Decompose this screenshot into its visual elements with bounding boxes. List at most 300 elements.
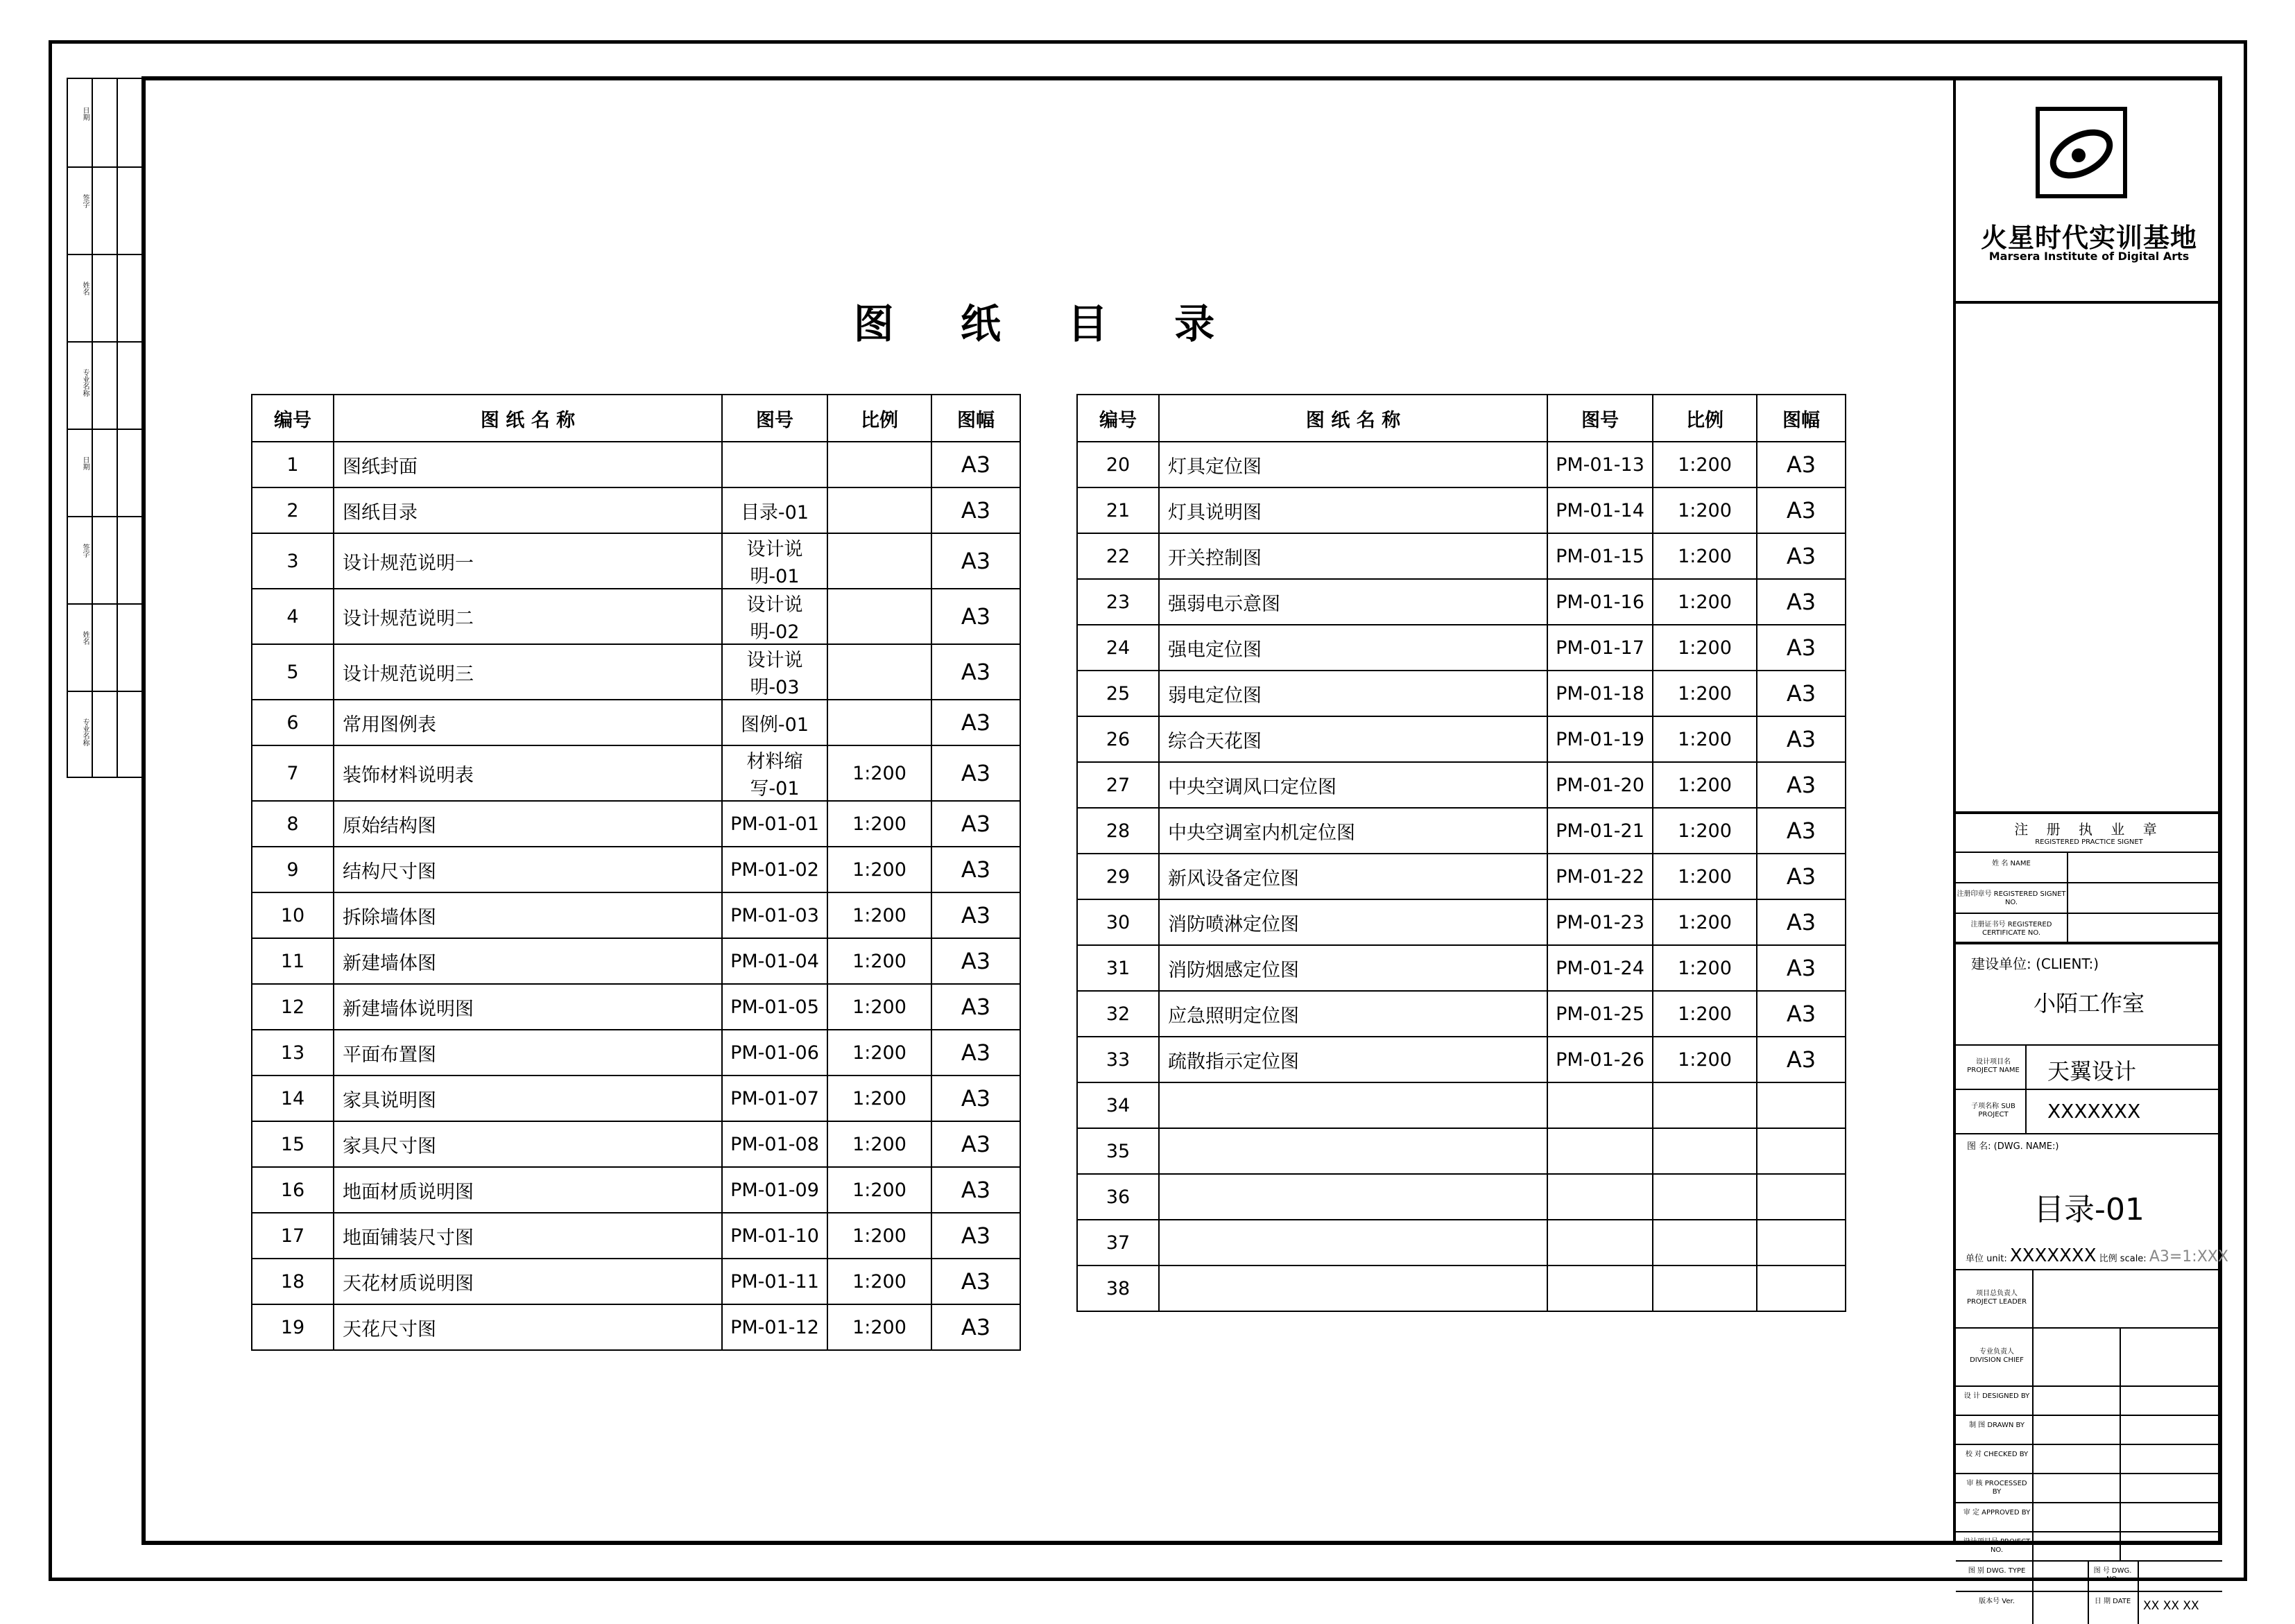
- table-row: [252, 1076, 1020, 1121]
- sheet-size: A3: [931, 745, 1020, 801]
- drawing-code: PM-01-07: [722, 1076, 827, 1121]
- drawing-code: 设计说明-03: [722, 644, 827, 700]
- scale-value: A3=1:XXX: [2149, 1248, 2228, 1265]
- sheet-size: A3: [1757, 487, 1846, 533]
- stamp-row-label: 姓 名 NAME: [1992, 860, 2031, 867]
- drawing-name: 设计规范说明二: [334, 589, 722, 644]
- row-number: 32: [1077, 991, 1159, 1037]
- leader-label: 项目总负责人 PROJECT LEADER: [1966, 1290, 2027, 1306]
- row-number: 25: [1077, 671, 1159, 716]
- header-scale: 比例: [827, 395, 931, 442]
- sub-project-label: 子项名称 SUB PROJECT: [1971, 1103, 2015, 1118]
- type-label: 图 别 DWG. TYPE: [1968, 1567, 2026, 1575]
- stamp-row-label: 注册证书号 REGISTERED CERTIFICATE NO.: [1970, 921, 2052, 937]
- drawing-code: PM-01-10: [722, 1213, 827, 1259]
- strip-divider: [92, 79, 93, 777]
- drawing-name: 灯具说明图: [1159, 487, 1547, 533]
- company-name-cn: 火星时代实训基地: [1980, 223, 2197, 253]
- sheet-size: A3: [1757, 533, 1846, 579]
- drawing-scale: 1:200: [1653, 899, 1757, 945]
- drawing-code: PM-01-08: [722, 1121, 827, 1167]
- drawing-name: 开关控制图: [1159, 533, 1547, 579]
- drawing-scale: [827, 487, 931, 533]
- drawing-scale: 1:200: [827, 984, 931, 1030]
- drawing-scale: 1:200: [1653, 533, 1757, 579]
- no-label: 图 号 DWG. NO.: [2093, 1567, 2132, 1583]
- drawing-scale: 1:200: [1653, 625, 1757, 671]
- drawing-name: 地面铺装尺寸图: [334, 1213, 722, 1259]
- signature-row: [1956, 1532, 2222, 1562]
- drawing-code: PM-01-09: [722, 1167, 827, 1213]
- cell-divider: [2067, 883, 2068, 913]
- drawing-code: [1547, 1128, 1653, 1174]
- cell-divider: [2025, 1046, 2027, 1089]
- sheet-size: A3: [931, 801, 1020, 847]
- sub-project-name: XXXXXXX: [2047, 1100, 2141, 1123]
- table-header-row: [1077, 395, 1846, 442]
- page-title: 图 纸 目 录: [853, 300, 1241, 347]
- drawing-name: 疏散指示定位图: [1159, 1037, 1547, 1082]
- table-row: [252, 700, 1020, 745]
- drawing-name: [1159, 1128, 1547, 1174]
- cell-divider: [2120, 1445, 2121, 1473]
- signature-row-label: 审 定 APPROVED BY: [1963, 1509, 2031, 1517]
- drawing-code: PM-01-01: [722, 801, 827, 847]
- sheet-size: A3: [931, 938, 1020, 984]
- table-row: [252, 442, 1020, 487]
- drawing-code: 设计说明-02: [722, 589, 827, 644]
- drawing-code: PM-01-23: [1547, 899, 1653, 945]
- cell-divider: [2032, 1329, 2034, 1385]
- sheet-size: A3: [931, 1076, 1020, 1121]
- signature-row-label: 设 计 DESIGNED BY: [1963, 1392, 2030, 1400]
- drawing-code: PM-01-19: [1547, 716, 1653, 762]
- cell-divider: [2120, 1416, 2121, 1444]
- drawing-code: PM-01-12: [722, 1304, 827, 1350]
- dwg-name-cell: [1956, 1134, 2228, 1270]
- drawing-code: PM-01-20: [1547, 762, 1653, 808]
- row-number: 30: [1077, 899, 1159, 945]
- chief-cell: [1956, 1329, 2222, 1387]
- sheet-size: A3: [1757, 899, 1846, 945]
- sheet-size: A3: [1757, 762, 1846, 808]
- row-number: 6: [252, 700, 334, 745]
- strip-label: 签字: [81, 194, 89, 208]
- drawing-scale: 1:200: [827, 1213, 931, 1259]
- cell-divider: [2032, 1387, 2034, 1415]
- header-name: 图 纸 名 称: [334, 395, 722, 442]
- table-row: [252, 1304, 1020, 1350]
- drawing-code: PM-01-17: [1547, 625, 1653, 671]
- drawing-name: 中央空调风口定位图: [1159, 762, 1547, 808]
- ver-date-row: [1956, 1592, 2222, 1624]
- row-number: 1: [252, 442, 334, 487]
- cell-divider: [2067, 853, 2068, 882]
- table-row: [252, 1213, 1020, 1259]
- drawing-code: PM-01-24: [1547, 945, 1653, 991]
- drawing-name: [1159, 1220, 1547, 1265]
- table-row: [252, 847, 1020, 892]
- swirl-icon: [2040, 111, 2123, 194]
- drawing-scale: 1:200: [827, 847, 931, 892]
- drawing-name: [1159, 1265, 1547, 1311]
- type-no-row: [1956, 1562, 2222, 1592]
- project-cell: [1956, 1046, 2222, 1090]
- cell-divider: [2120, 1532, 2121, 1560]
- drawing-scale: [827, 589, 931, 644]
- stamp-title-cell: [1956, 814, 2222, 853]
- sheet-size: A3: [1757, 1037, 1846, 1082]
- strip-divider: [68, 429, 141, 430]
- row-number: 14: [252, 1076, 334, 1121]
- table-row: [1077, 854, 1846, 899]
- strip-divider: [68, 166, 141, 168]
- unit-value: XXXXXXX: [2009, 1245, 2097, 1266]
- strip-divider: [68, 341, 141, 343]
- drawing-name: 新风设备定位图: [1159, 854, 1547, 899]
- drawing-name: 结构尺寸图: [334, 847, 722, 892]
- cell-divider: [2138, 1592, 2139, 1624]
- table-header-row: [252, 395, 1020, 442]
- drawing-code: PM-01-06: [722, 1030, 827, 1076]
- row-number: 2: [252, 487, 334, 533]
- sheet-size: A3: [1757, 854, 1846, 899]
- signature-row: [1956, 1445, 2222, 1474]
- sub-project-cell: [1956, 1090, 2222, 1134]
- sheet-size: A3: [931, 1213, 1020, 1259]
- sheet-size: [1757, 1265, 1846, 1311]
- table-row: [252, 892, 1020, 938]
- table-row: [252, 1030, 1020, 1076]
- cell-divider: [2120, 1329, 2121, 1385]
- strip-divider: [68, 516, 141, 517]
- drawing-name: 常用图例表: [334, 700, 722, 745]
- table-row: [1077, 533, 1846, 579]
- drawing-code: 材料缩写-01: [722, 745, 827, 801]
- signature-row: [1956, 1416, 2222, 1445]
- row-number: 27: [1077, 762, 1159, 808]
- sheet-size: [1757, 1174, 1846, 1220]
- row-number: 19: [252, 1304, 334, 1350]
- row-number: 12: [252, 984, 334, 1030]
- cell-divider: [2025, 1090, 2027, 1133]
- drawing-name: 原始结构图: [334, 801, 722, 847]
- unit-scale-line: [1966, 1245, 2228, 1266]
- drawing-scale: 1:200: [1653, 945, 1757, 991]
- drawing-code: [722, 442, 827, 487]
- drawing-name: 图纸目录: [334, 487, 722, 533]
- drawing-scale: 1:200: [1653, 487, 1757, 533]
- drawing-code: PM-01-03: [722, 892, 827, 938]
- dwg-name: 目录-01: [2034, 1192, 2144, 1227]
- cell-divider: [2120, 1474, 2121, 1502]
- client-label: 建设单位: (CLIENT:): [1971, 956, 2099, 972]
- strip-label: 签字: [81, 544, 89, 558]
- row-number: 20: [1077, 442, 1159, 487]
- drawing-code: PM-01-14: [1547, 487, 1653, 533]
- drawing-name: 新建墙体说明图: [334, 984, 722, 1030]
- drawing-code: PM-01-18: [1547, 671, 1653, 716]
- cell-divider: [2088, 1592, 2089, 1624]
- table-row: [1077, 716, 1846, 762]
- row-number: 8: [252, 801, 334, 847]
- cell-divider: [2032, 1416, 2034, 1444]
- header-size: 图幅: [931, 395, 1020, 442]
- row-number: 28: [1077, 808, 1159, 854]
- drawing-code: [1547, 1082, 1653, 1128]
- drawing-scale: 1:200: [827, 892, 931, 938]
- row-number: 3: [252, 533, 334, 589]
- drawing-scale: [827, 644, 931, 700]
- drawing-name: [1159, 1082, 1547, 1128]
- sheet-size: A3: [931, 700, 1020, 745]
- row-number: 34: [1077, 1082, 1159, 1128]
- drawing-name: 家具说明图: [334, 1076, 722, 1121]
- table-row: [1077, 808, 1846, 854]
- drawing-scale: [1653, 1265, 1757, 1311]
- drawing-name: 应急照明定位图: [1159, 991, 1547, 1037]
- drawing-scale: 1:200: [827, 1304, 931, 1350]
- title-block: [1953, 78, 2228, 1613]
- row-number: 9: [252, 847, 334, 892]
- table-row: [252, 745, 1020, 801]
- table-row: [1077, 1082, 1846, 1128]
- cell-divider: [2088, 1562, 2089, 1591]
- drawing-code: PM-01-02: [722, 847, 827, 892]
- row-number: 36: [1077, 1174, 1159, 1220]
- drawing-scale: [827, 700, 931, 745]
- drawing-code: PM-01-25: [1547, 991, 1653, 1037]
- company-logo: [2036, 107, 2127, 198]
- drawing-scale: 1:200: [1653, 762, 1757, 808]
- drawing-name: 设计规范说明三: [334, 644, 722, 700]
- drawing-scale: [827, 442, 931, 487]
- signature-row-label: 审 核 PROCESSED BY: [1966, 1480, 2027, 1496]
- drawing-name: 新建墙体图: [334, 938, 722, 984]
- leader-cell: [1956, 1270, 2222, 1329]
- header-no: 编号: [252, 395, 334, 442]
- stamp-row-label: 注册印章号 REGISTERED SIGNET NO.: [1957, 890, 2066, 906]
- strip-label: 日期: [81, 456, 89, 470]
- drawing-name: 平面布置图: [334, 1030, 722, 1076]
- strip-divider: [68, 254, 141, 255]
- ver-label: 版本号 Ver.: [1979, 1598, 2015, 1605]
- unit-label: 单位 unit:: [1966, 1254, 2007, 1264]
- cell-divider: [2120, 1503, 2121, 1531]
- signature-row-label: 校 对 CHECKED BY: [1965, 1451, 2029, 1458]
- sheet-size: A3: [931, 892, 1020, 938]
- table-row: [252, 1167, 1020, 1213]
- cell-divider: [2032, 1270, 2034, 1327]
- drawing-scale: 1:200: [827, 1167, 931, 1213]
- client-name: 小陌工作室: [2033, 990, 2144, 1017]
- drawing-name: 中央空调室内机定位图: [1159, 808, 1547, 854]
- table-row: [1077, 579, 1846, 625]
- row-number: 38: [1077, 1265, 1159, 1311]
- table-row: [1077, 945, 1846, 991]
- row-number: 33: [1077, 1037, 1159, 1082]
- cell-divider: [2032, 1592, 2034, 1624]
- table-row: [1077, 442, 1846, 487]
- table-row: [1077, 487, 1846, 533]
- strip-divider: [68, 603, 141, 605]
- drawing-scale: [827, 533, 931, 589]
- blank-signet-area: [1956, 304, 2222, 814]
- drawing-scale: 1:200: [1653, 854, 1757, 899]
- row-number: 7: [252, 745, 334, 801]
- row-number: 24: [1077, 625, 1159, 671]
- sheet-size: A3: [1757, 625, 1846, 671]
- left-approval-strip: [67, 78, 141, 778]
- drawing-scale: 1:200: [1653, 442, 1757, 487]
- sheet-size: A3: [931, 644, 1020, 700]
- sheet-size: A3: [1757, 671, 1846, 716]
- row-number: 31: [1077, 945, 1159, 991]
- stamp-row: [1956, 883, 2222, 914]
- cell-divider: [2032, 1474, 2034, 1502]
- strip-divider: [117, 79, 118, 777]
- drawing-scale: 1:200: [1653, 808, 1757, 854]
- table-row: [1077, 1128, 1846, 1174]
- signature-row-label: 制 图 DRAWN BY: [1969, 1422, 2025, 1429]
- row-number: 22: [1077, 533, 1159, 579]
- table-row: [252, 801, 1020, 847]
- table-row: [1077, 1220, 1846, 1265]
- sheet-size: A3: [931, 847, 1020, 892]
- drawing-code: PM-01-04: [722, 938, 827, 984]
- table-row: [1077, 671, 1846, 716]
- drawing-name: 装饰材料说明表: [334, 745, 722, 801]
- cell-divider: [2138, 1562, 2139, 1591]
- project-label: 设计项目名 PROJECT NAME: [1967, 1058, 2020, 1074]
- cell-divider: [2032, 1445, 2034, 1473]
- header-name: 图 纸 名 称: [1159, 395, 1547, 442]
- drawing-scale: 1:200: [1653, 579, 1757, 625]
- table-row: [1077, 1037, 1846, 1082]
- sheet-size: A3: [931, 1030, 1020, 1076]
- drawing-name: 强弱电示意图: [1159, 579, 1547, 625]
- drawing-scale: 1:200: [1653, 991, 1757, 1037]
- header-code: 图号: [722, 395, 827, 442]
- row-number: 16: [252, 1167, 334, 1213]
- drawing-code: PM-01-05: [722, 984, 827, 1030]
- drawing-name: 强电定位图: [1159, 625, 1547, 671]
- table-row: [252, 938, 1020, 984]
- row-number: 4: [252, 589, 334, 644]
- table-row: [1077, 1265, 1846, 1311]
- drawing-code: [1547, 1265, 1653, 1311]
- sheet-size: A3: [931, 442, 1020, 487]
- sheet-size: A3: [931, 1121, 1020, 1167]
- strip-label: 日期: [81, 107, 89, 121]
- drawing-code: 目录-01: [722, 487, 827, 533]
- table-row: [252, 984, 1020, 1030]
- drawing-scale: 1:200: [1653, 671, 1757, 716]
- table-row: [252, 1121, 1020, 1167]
- row-number: 23: [1077, 579, 1159, 625]
- drawing-name: 图纸封面: [334, 442, 722, 487]
- sheet-size: A3: [1757, 716, 1846, 762]
- drawing-scale: [1653, 1128, 1757, 1174]
- row-number: 37: [1077, 1220, 1159, 1265]
- sheet-size: A3: [931, 487, 1020, 533]
- strip-divider: [68, 691, 141, 692]
- drawing-name: 天花尺寸图: [334, 1304, 722, 1350]
- row-number: 15: [252, 1121, 334, 1167]
- sheet-size: A3: [931, 1304, 1020, 1350]
- drawing-scale: [1653, 1174, 1757, 1220]
- sheet-size: A3: [931, 533, 1020, 589]
- drawing-code: PM-01-11: [722, 1259, 827, 1304]
- cell-divider: [2067, 914, 2068, 942]
- table-row: [252, 589, 1020, 644]
- signature-row-label: 设计项目号 PROJECT NO.: [1963, 1538, 2031, 1554]
- sheet-size: A3: [1757, 991, 1846, 1037]
- drawing-name: 拆除墙体图: [334, 892, 722, 938]
- strip-label: 专业名称: [81, 718, 89, 746]
- drawing-name: 天花材质说明图: [334, 1259, 722, 1304]
- drawing-list-table-left: [251, 394, 1021, 1351]
- sheet-size: A3: [931, 984, 1020, 1030]
- drawing-code: 图例-01: [722, 700, 827, 745]
- stamp-title: 注 册 执 业 章: [2014, 821, 2164, 838]
- chief-label: 专业负责人 DIVISION CHIEF: [1970, 1348, 2024, 1364]
- drawing-scale: 1:200: [827, 1259, 931, 1304]
- table-row: [1077, 899, 1846, 945]
- row-number: 11: [252, 938, 334, 984]
- sheet-size: [1757, 1128, 1846, 1174]
- drawing-code: [1547, 1174, 1653, 1220]
- table-row: [252, 533, 1020, 589]
- drawing-code: PM-01-21: [1547, 808, 1653, 854]
- sheet-size: A3: [1757, 808, 1846, 854]
- drawing-code: PM-01-22: [1547, 854, 1653, 899]
- drawing-scale: 1:200: [1653, 716, 1757, 762]
- stamp-row: [1956, 914, 2222, 944]
- drawing-scale: 1:200: [827, 938, 931, 984]
- row-number: 13: [252, 1030, 334, 1076]
- drawing-name: [1159, 1174, 1547, 1220]
- stamp-row: [1956, 853, 2222, 883]
- drawing-scale: 1:200: [827, 801, 931, 847]
- table-row: [1077, 762, 1846, 808]
- signature-row: [1956, 1474, 2222, 1503]
- drawing-name: 灯具定位图: [1159, 442, 1547, 487]
- table-row: [1077, 991, 1846, 1037]
- company-name-en: Marsera Institute of Digital Arts: [1988, 250, 2190, 263]
- drawing-name: 综合天花图: [1159, 716, 1547, 762]
- header-no: 编号: [1077, 395, 1159, 442]
- sheet-size: [1757, 1082, 1846, 1128]
- cell-divider: [2032, 1562, 2034, 1591]
- cell-divider: [2032, 1503, 2034, 1531]
- drawing-list-table-right: [1076, 394, 1846, 1312]
- strip-label: 姓名: [81, 282, 89, 295]
- dwg-name-label: 图 名: (DWG. NAME:): [1967, 1141, 2059, 1152]
- drawing-scale: [1653, 1082, 1757, 1128]
- date-value: XX XX XX: [2143, 1599, 2199, 1613]
- cell-divider: [2032, 1532, 2034, 1560]
- row-number: 29: [1077, 854, 1159, 899]
- cell-divider: [2120, 1387, 2121, 1415]
- header-size: 图幅: [1757, 395, 1846, 442]
- sheet-size: [1757, 1220, 1846, 1265]
- drawing-scale: 1:200: [827, 1121, 931, 1167]
- client-cell: [1956, 944, 2222, 1046]
- drawing-scale: [1653, 1220, 1757, 1265]
- sheet-size: A3: [931, 1167, 1020, 1213]
- row-number: 21: [1077, 487, 1159, 533]
